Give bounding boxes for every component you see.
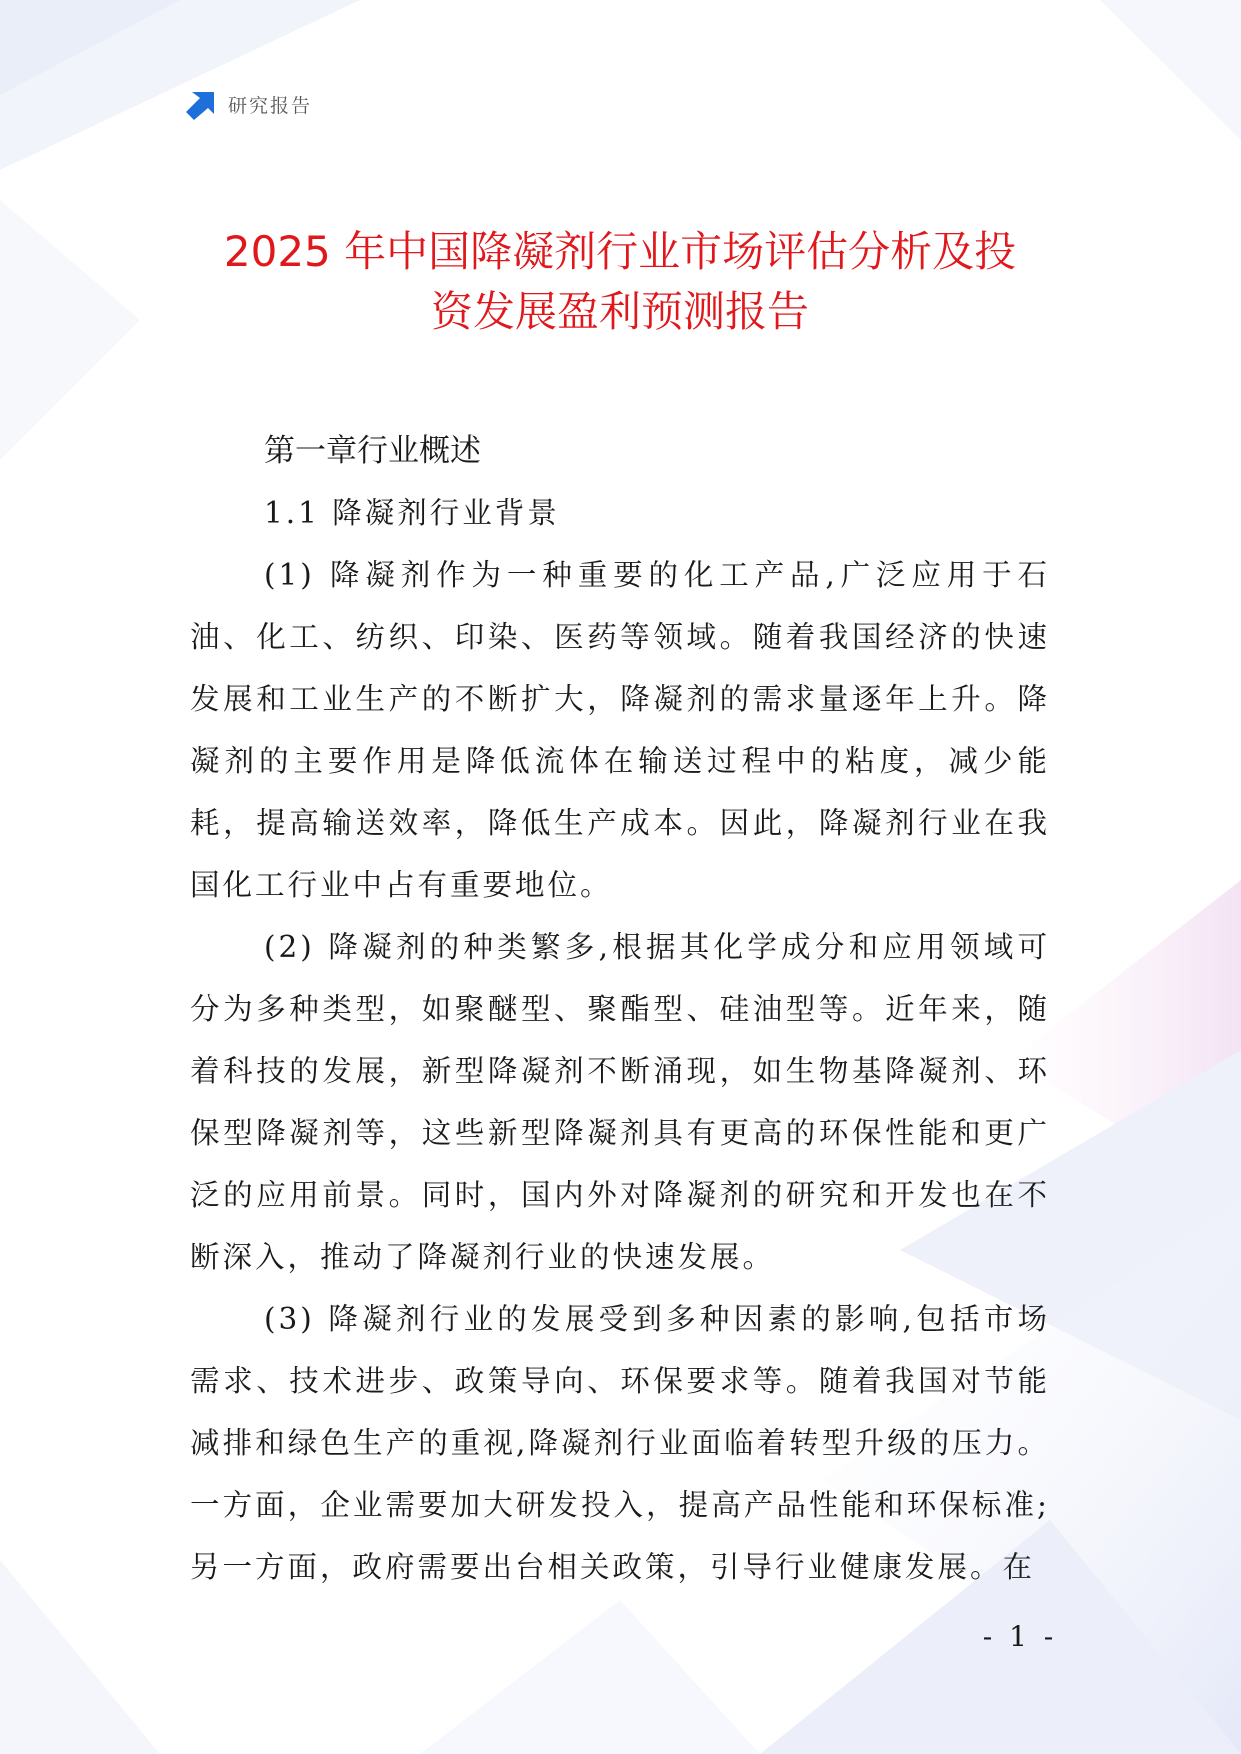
header-label: 研究报告	[228, 94, 313, 117]
title-line-2: 资发展盈利预测报告	[430, 287, 809, 336]
paragraph-3: (3) 降凝剂行业的发展受到多种因素的影响,包括市场需求、技术进步、政策导向、环保要求等。随着我国对节能减排和绿色生产的重视,降凝剂行业面临着转型升级的压力。一方面，企业需要加大研发投入，提高产品性能和环保标准;另一方面，政府需要出台相关政策，引导行业健康发展。在	[190, 1302, 1050, 1584]
document-body	[190, 420, 1050, 1598]
page-number: - 1 -	[982, 1620, 1058, 1653]
document-title	[150, 222, 1090, 342]
paragraph-2: (2) 降凝剂的种类繁多,根据其化学成分和应用领域可分为多种类型，如聚醚型、聚酯型、硅油型等。近年来，随着科技的发展，新型降凝剂不断涌现，如生物基降凝剂、环保型降凝剂等，这些新型降凝剂具有更高的环保性能和更广泛的应用前景。同时，国内外对降凝剂的研究和开发也在不断深入，推动了降凝剂行业的快速发展。	[190, 930, 1050, 1274]
title-line-1: 2025 年中国降凝剂行业市场评估分析及投	[223, 227, 1017, 276]
section-heading: 1.1 降凝剂行业背景	[264, 496, 560, 530]
paragraph-1: (1) 降凝剂作为一种重要的化工产品,广泛应用于石油、化工、纺织、印染、医药等领域。随着我国经济的快速发展和工业生产的不断扩大，降凝剂的需求量逐年上升。降凝剂的主要作用是降低流体在输送过程中的粘度，减少能耗，提高输送效率，降低生产成本。因此，降凝剂行业在我国化工行业中占有重要地位。	[190, 558, 1050, 902]
arrow-logo-icon	[186, 88, 218, 120]
report-header	[186, 86, 312, 122]
chapter-heading: 第一章行业概述	[264, 433, 481, 469]
